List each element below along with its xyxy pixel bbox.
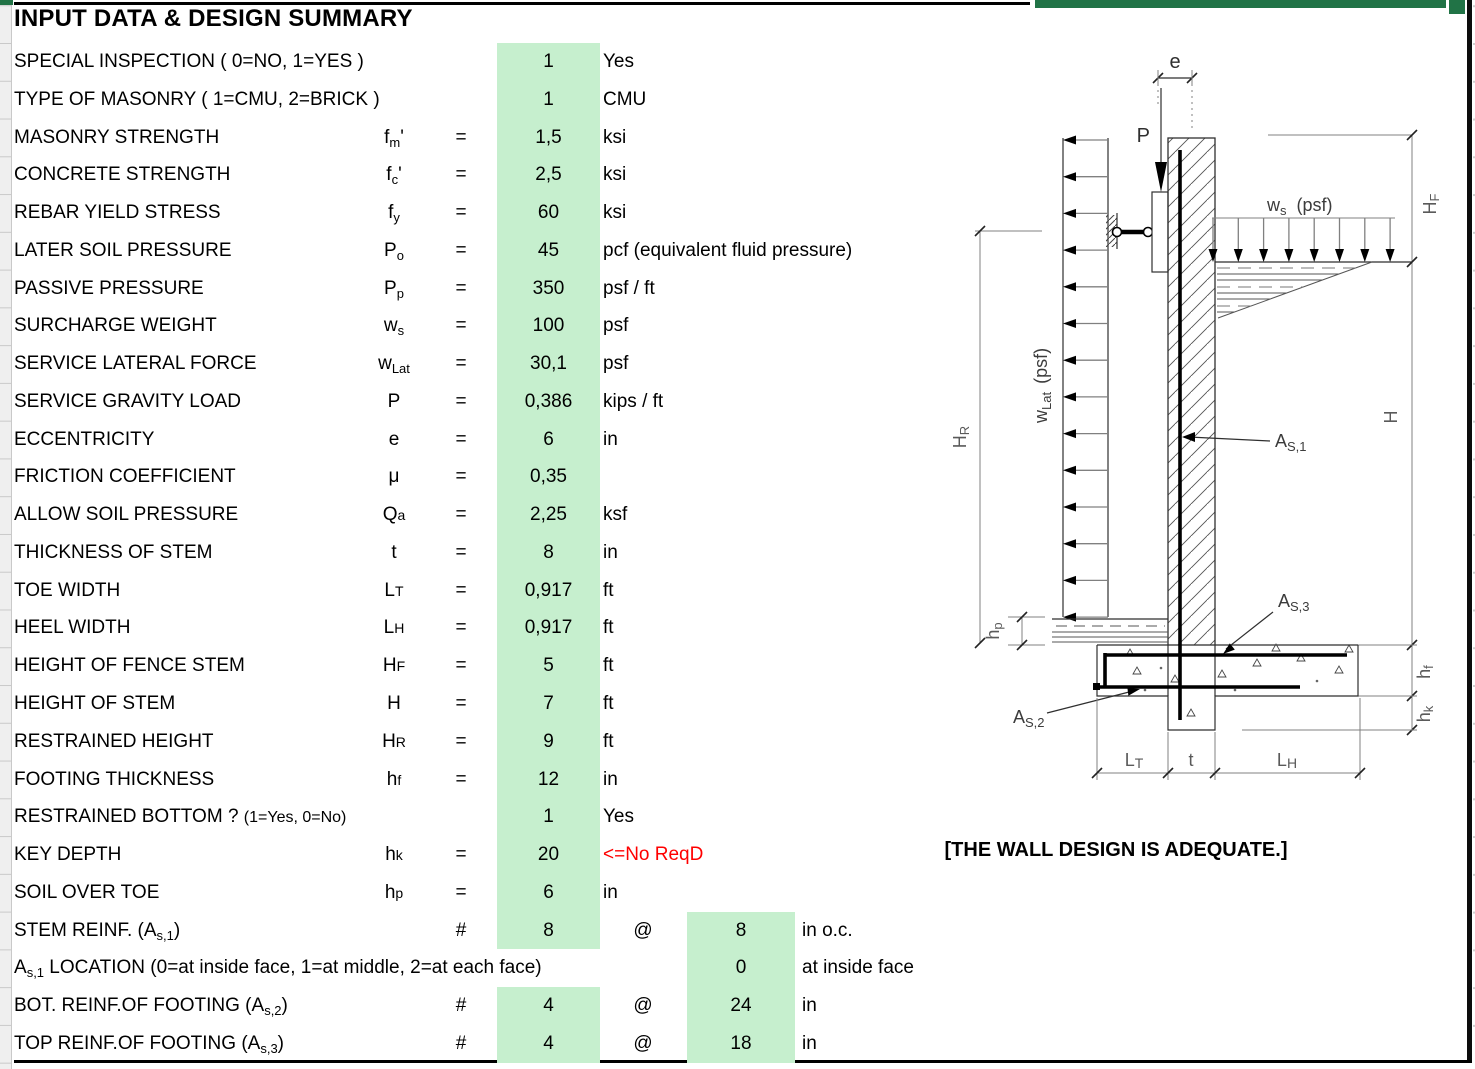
row-symbol: HR <box>382 730 406 752</box>
value-cell[interactable]: 0,917 <box>497 572 600 610</box>
equals-sign: = <box>455 428 467 450</box>
row-symbol: μ <box>388 466 400 488</box>
table-row <box>14 270 939 308</box>
table-row <box>14 647 939 685</box>
unit-label: ksi <box>603 202 627 224</box>
equals-sign: = <box>455 504 467 526</box>
table-row <box>14 572 939 610</box>
value-cell[interactable]: 1,5 <box>497 119 600 157</box>
sheet-green-sliver <box>0 0 13 5</box>
unit-label: ft <box>603 693 614 715</box>
value-cell[interactable]: 2,25 <box>497 496 600 534</box>
as3-label: $A_{S,3}$ <box>1278 591 1310 614</box>
unit-label: Yes <box>603 806 634 828</box>
value-cell[interactable]: 4 <box>497 1025 600 1063</box>
lh-label: LH <box>1276 750 1298 771</box>
unit-label: kips / ft <box>603 390 664 412</box>
table-row <box>14 421 939 459</box>
equals-sign: = <box>455 655 467 677</box>
row-gutter <box>0 0 12 1069</box>
spacing-value-cell[interactable]: 24 <box>687 987 795 1025</box>
table-row <box>14 383 939 421</box>
hf-fence-label: HF <box>1420 193 1442 215</box>
table-row <box>14 156 939 194</box>
row-label: TOE WIDTH <box>14 579 121 601</box>
row-label: TOP REINF.OF FOOTING $(A_{s,3})$ <box>14 1032 284 1056</box>
row-label: HEEL WIDTH <box>14 617 131 639</box>
equals-sign: = <box>455 315 467 337</box>
row-symbol: LH <box>383 617 405 639</box>
row-label: HEIGHT OF STEM <box>14 693 176 715</box>
unit-label: in <box>603 881 618 903</box>
equals-sign: = <box>455 579 467 601</box>
e-label: e <box>1169 51 1181 73</box>
table-row <box>14 81 939 119</box>
unit-label: ft <box>603 617 614 639</box>
value-cell[interactable]: 7 <box>497 685 600 723</box>
value-cell[interactable]: 5 <box>497 647 600 685</box>
unit-label: pcf (equivalent fluid pressure) <box>603 239 853 261</box>
value-cell[interactable]: 100 <box>497 307 600 345</box>
unit-label: in <box>802 1032 817 1054</box>
table-row <box>14 458 939 496</box>
table-row <box>14 798 939 836</box>
value-cell[interactable]: 1 <box>497 81 600 119</box>
value-cell[interactable]: 12 <box>497 761 600 799</box>
row-symbol: H <box>387 693 401 715</box>
equals-sign: = <box>455 768 467 790</box>
e-dimension <box>1153 51 1197 128</box>
hp-dimension <box>983 612 1045 650</box>
value-cell[interactable]: 2,5 <box>497 156 600 194</box>
hk-label: hk <box>1414 705 1436 723</box>
row-symbol: $P_o$ <box>384 239 404 263</box>
table-row <box>14 345 939 383</box>
value-cell[interactable]: 20 <box>497 836 600 874</box>
row-label: REBAR YIELD STRESS <box>14 202 221 224</box>
row-symbol: $f_m'$ <box>384 126 404 150</box>
row-label: $A_{s,1}$ LOCATION (0=at inside face, 1=at middle, 2=at each face) <box>14 957 542 981</box>
spacing-value-cell[interactable]: 18 <box>687 1025 795 1063</box>
sheet-green-corner <box>1449 0 1465 14</box>
row-label: RESTRAINED BOTTOM ? (1=Yes, 0=No) <box>14 806 347 828</box>
row-symbol: $w_s$ <box>383 315 405 339</box>
hr-label: HR <box>950 425 972 449</box>
row-label: LATER SOIL PRESSURE <box>14 239 232 261</box>
unit-label: in <box>603 541 618 563</box>
table-row <box>14 761 939 799</box>
row-symbol: HF <box>382 655 406 677</box>
row-symbol: LT <box>384 579 404 601</box>
gravity-load-P <box>1137 88 1167 192</box>
equals-sign: = <box>455 126 467 148</box>
table-row <box>14 685 939 723</box>
equals-sign: = <box>455 693 467 715</box>
unit-label: ksi <box>603 164 627 186</box>
key-depth-note: <=No ReqD <box>603 844 704 866</box>
unit-label: ksi <box>603 126 627 148</box>
equals-sign: = <box>455 844 467 866</box>
table-row <box>14 723 939 761</box>
row-symbol: $P_p$ <box>384 277 404 301</box>
hr-dimension <box>950 226 1042 648</box>
top-restraint-support <box>1106 192 1168 272</box>
row-symbol: P <box>387 390 401 412</box>
ws-label: $w_s$ (psf) <box>1267 195 1333 218</box>
table-row <box>14 307 939 345</box>
row-label: PASSIVE PRESSURE <box>14 277 204 299</box>
row-label: CONCRETE STRENGTH <box>14 164 231 186</box>
p-load-label: P <box>1136 125 1150 147</box>
unit-label: in <box>802 995 817 1017</box>
table-row <box>14 912 939 950</box>
wall-stem <box>1168 138 1215 696</box>
equals-sign: = <box>455 202 467 224</box>
unit-label: in <box>603 428 618 450</box>
row-label: HEIGHT OF FENCE STEM <box>14 655 245 677</box>
row-label: SPECIAL INSPECTION ( 0=NO, 1=YES ) <box>14 51 364 72</box>
as2-callout <box>1013 688 1140 730</box>
equals-sign: = <box>455 390 467 412</box>
table-row <box>14 609 939 647</box>
as2-label: $A_{S,2}$ <box>1013 707 1045 730</box>
value-cell[interactable]: 60 <box>497 194 600 232</box>
value-cell[interactable]: 0,917 <box>497 609 600 647</box>
equals-sign: = <box>455 466 467 488</box>
page-title: INPUT DATA & DESIGN SUMMARY <box>14 5 413 32</box>
unit-label: psf <box>603 315 629 337</box>
equals-sign: = <box>455 617 467 639</box>
value-cell[interactable]: 6 <box>497 421 600 459</box>
unit-label: psf <box>603 353 629 375</box>
row-label: ALLOW SOIL PRESSURE <box>14 504 239 526</box>
unit-label: ft <box>603 655 614 677</box>
input-table <box>14 43 939 1063</box>
unit-label: in <box>603 768 618 790</box>
wall-section-diagram <box>935 40 1475 800</box>
value-cell[interactable]: 0,35 <box>497 458 600 496</box>
h-label: H <box>1381 410 1401 424</box>
unit-label: ksf <box>603 504 628 526</box>
equals-sign: = <box>455 730 467 752</box>
lt-label: LT <box>1124 750 1144 771</box>
row-label: RESTRAINED HEIGHT <box>14 730 214 752</box>
table-row <box>14 119 939 157</box>
lateral-load-band <box>1031 136 1108 622</box>
value-cell[interactable]: 30,1 <box>497 345 600 383</box>
spacing-value-cell[interactable]: 0 <box>687 949 795 987</box>
value-cell[interactable]: 8 <box>497 912 600 950</box>
value-cell[interactable]: 8 <box>497 534 600 572</box>
wlat-label: $w_{Lat}(psf)$ <box>1031 347 1054 423</box>
row-symbol: hk <box>385 844 403 866</box>
value-cell[interactable]: 350 <box>497 270 600 308</box>
rebar-lines <box>1093 150 1347 720</box>
design-adequacy-note: [THE WALL DESIGN IS ADEQUATE.] <box>944 839 1288 861</box>
height-dimensions <box>1242 130 1442 735</box>
hf-label: hf <box>1414 665 1436 679</box>
value-cell[interactable]: 45 <box>497 232 600 270</box>
table-row <box>14 874 939 912</box>
equals-sign: = <box>455 277 467 299</box>
row-label: TYPE OF MASONRY ( 1=CMU, 2=BRICK ) <box>14 88 380 110</box>
table-row <box>14 232 939 270</box>
unit-label: Yes <box>603 51 634 72</box>
value-cell[interactable]: 4 <box>497 987 600 1025</box>
table-row <box>14 987 939 1025</box>
table-row <box>14 949 939 987</box>
number-sign: # <box>455 919 467 941</box>
at-sign: @ <box>633 919 653 941</box>
sheet-green-bar <box>1035 0 1446 8</box>
value-cell[interactable]: 9 <box>497 723 600 761</box>
value-cell[interactable]: 1 <box>497 43 600 81</box>
hp-label: hp <box>983 622 1005 640</box>
number-sign: # <box>455 1032 467 1054</box>
number-sign: # <box>455 995 467 1017</box>
equals-sign: = <box>455 353 467 375</box>
value-cell[interactable]: 0,386 <box>497 383 600 421</box>
row-label: STEM REINF. $(A_{s,1})$ <box>14 919 181 943</box>
surcharge-load <box>1209 195 1396 262</box>
equals-sign: = <box>455 164 467 186</box>
equals-sign: = <box>455 239 467 261</box>
at-sign: @ <box>633 1032 653 1054</box>
row-symbol: t <box>391 541 397 563</box>
row-symbol: hf <box>386 768 402 790</box>
as1-label: $A_{S,1}$ <box>1275 431 1307 454</box>
row-label: FOOTING THICKNESS <box>14 768 215 790</box>
unit-label: CMU <box>603 88 647 110</box>
row-label: THICKNESS OF STEM <box>14 541 213 563</box>
value-cell[interactable]: 6 <box>497 874 600 912</box>
row-symbol: $f_y$ <box>388 202 400 226</box>
table-row <box>14 43 939 81</box>
row-label: SURCHARGE WEIGHT <box>14 315 217 337</box>
equals-sign: = <box>455 881 467 903</box>
table-row <box>14 496 939 534</box>
at-sign: @ <box>633 995 653 1017</box>
row-label: KEY DEPTH <box>14 844 122 866</box>
value-cell[interactable]: 1 <box>497 798 600 836</box>
t-label: t <box>1188 750 1194 770</box>
row-label: FRICTION COEFFICIENT <box>14 466 236 488</box>
row-label: SERVICE GRAVITY LOAD <box>14 390 242 412</box>
table-row <box>14 534 939 572</box>
row-symbol: Qa <box>382 504 406 526</box>
table-row <box>14 1025 939 1063</box>
row-symbol: e <box>388 428 400 450</box>
row-label: ECCENTRICITY <box>14 428 155 450</box>
table-row <box>14 836 939 874</box>
soil-over-toe <box>1052 619 1168 642</box>
row-label: MASONRY STRENGTH <box>14 126 220 148</box>
unit-label: ft <box>603 579 614 601</box>
table-row <box>14 194 939 232</box>
equals-sign: = <box>455 541 467 563</box>
unit-label: in o.c. <box>802 919 853 941</box>
row-label: BOT. REINF.OF FOOTING $(A_{s,2})$ <box>14 995 288 1019</box>
spacing-value-cell[interactable]: 8 <box>687 912 795 950</box>
unit-label: psf / ft <box>603 277 655 299</box>
row-label: SOIL OVER TOE <box>14 881 160 903</box>
row-symbol: $w_{Lat}$ <box>378 353 410 377</box>
row-symbol: $f_c'$ <box>386 164 402 188</box>
row-symbol: hp <box>384 881 404 903</box>
unit-label: at inside face <box>802 957 914 979</box>
row-label: SERVICE LATERAL FORCE <box>14 353 257 375</box>
width-dimensions <box>1092 698 1365 780</box>
soil-pressure-triangle <box>1215 262 1412 318</box>
unit-label: ft <box>603 730 614 752</box>
